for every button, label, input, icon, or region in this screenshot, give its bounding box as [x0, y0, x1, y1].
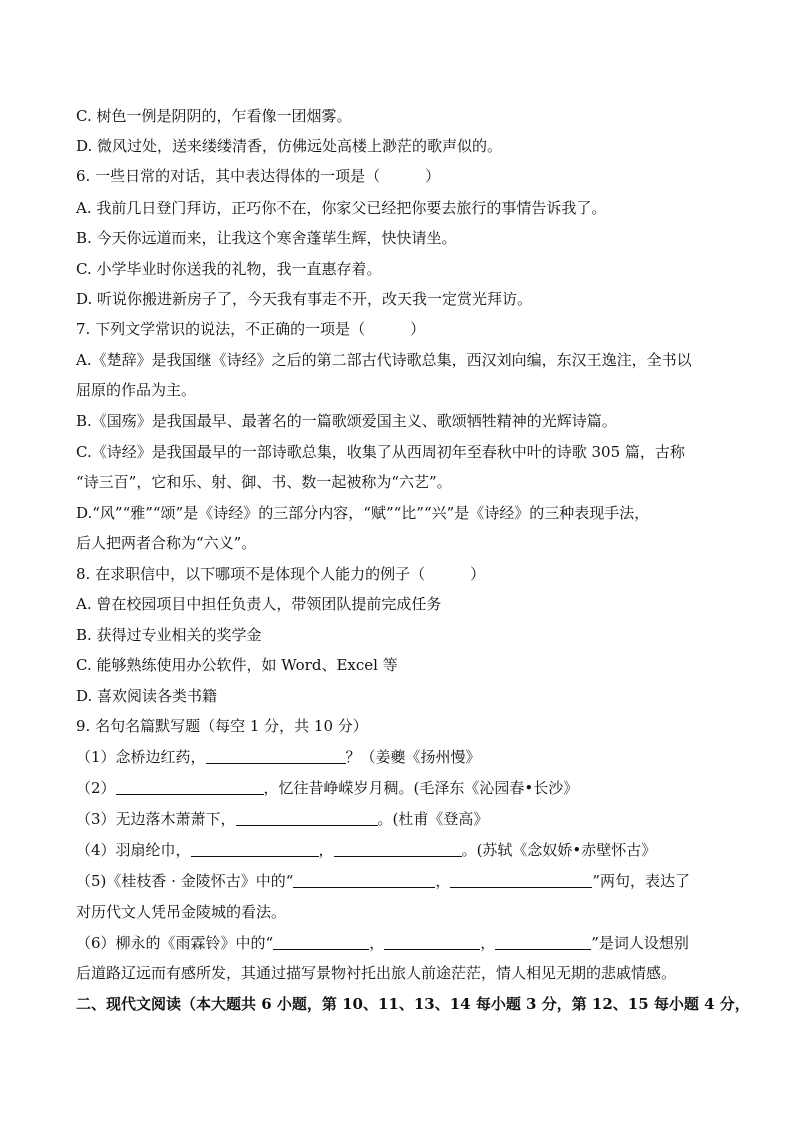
q9-item-1-suffix: ？（姜夔《扬州慢》	[345, 748, 481, 766]
section-2-heading: 二、现代文阅读（本大题共 6 小题，第 10、11、13、14 每小题 3 分，第 12、15 每小题 4 分，	[76, 995, 750, 1013]
q9-item-5-suffix: ”两句，表达了	[592, 872, 691, 890]
q8-option-b: B. 获得过专业相关的奖学金	[76, 626, 262, 644]
q9-item-5-separator: ，	[435, 872, 451, 890]
q9-item-4-prefix: （4）羽扇纶巾，	[76, 841, 191, 859]
q9-item-5-line2: 对历代文人凭吊金陵城的看法。	[76, 903, 287, 921]
q9-item-6-separator-1: ，	[369, 934, 385, 952]
q7-option-b: B.《国殇》是我国最早、最著名的一篇歌颂爱国主义、歌颂牺牲精神的光辉诗篇。	[76, 412, 617, 430]
q9-item-4-suffix: 。(苏轼《念奴娇•赤壁怀古》	[461, 841, 657, 859]
q9-item-6-line2: 后道路辽远而有感所发，其通过描写景物衬托出旅人前途茫茫，情人相见无期的悲戚情感。	[76, 964, 677, 982]
answer-blank[interactable]	[273, 935, 369, 950]
q6-option-b: B. 今天你远道而来，让我这个寒舍蓬荜生辉，快快请坐。	[76, 229, 457, 247]
q9-item-6-prefix: （6）柳永的《雨霖铃》中的“	[76, 934, 274, 952]
answer-blank[interactable]	[293, 873, 435, 888]
q9-item-5-prefix: （5)《桂枝香 · 金陵怀古》中的“	[76, 872, 294, 890]
q7-option-c-line2: “诗三百”，它和乐、射、御、书、数一起被称为“六艺”。	[76, 473, 452, 491]
answer-blank[interactable]	[450, 873, 592, 888]
answer-blank[interactable]	[206, 749, 346, 764]
q8-option-a: A. 曾在校园项目中担任负责人，带领团队提前完成任务	[76, 595, 442, 613]
q9-item-6-suffix: ”是词人设想别	[591, 934, 689, 952]
q7-option-d-line1: D.“风”“雅”“颂”是《诗经》的三部分内容，“赋”“比”“兴”是《诗经》的三种表现手法，	[76, 504, 650, 522]
answer-blank[interactable]	[191, 842, 319, 857]
answer-blank[interactable]	[384, 935, 480, 950]
q9-item-2-prefix: （2）	[76, 779, 116, 797]
q7-option-a-line2: 屈原的作品为主。	[76, 381, 197, 399]
q7-stem: 7. 下列文学常识的说法，不正确的一项是（ ）	[76, 320, 426, 338]
q9-item-3	[76, 809, 726, 829]
q9-item-3-prefix: （3）无边落木萧萧下，	[76, 810, 236, 828]
answer-blank[interactable]	[495, 935, 591, 950]
q9-item-2	[76, 778, 726, 798]
q9-item-4	[76, 840, 726, 860]
q9-stem: 9. 名句名篇默写题（每空 1 分，共 10 分）	[76, 717, 368, 735]
q9-item-6-separator-2: ，	[480, 934, 496, 952]
q7-option-c-line1: C.《诗经》是我国最早的一部诗歌总集，收集了从西周初年至春秋中叶的诗歌 305 篇，古称	[76, 443, 685, 461]
q8-stem: 8. 在求职信中，以下哪项不是体现个人能力的例子（ ）	[76, 565, 486, 583]
q9-item-1	[76, 747, 726, 767]
q7-option-a-line1: A.《楚辞》是我国继《诗经》之后的第二部古代诗歌总集，西汉刘向编，东汉王逸注，全书以	[76, 351, 692, 369]
q9-item-5	[76, 871, 726, 891]
q9-item-6	[76, 933, 726, 953]
q9-item-1-prefix: （1）念桥边红药，	[76, 748, 206, 766]
q9-item-3-suffix: 。(杜甫《登高》	[377, 810, 489, 828]
answer-blank[interactable]	[236, 811, 378, 826]
q5-option-d: D. 微风过处，送来缕缕清香，仿佛远处高楼上渺茫的歌声似的。	[76, 137, 503, 155]
answer-blank[interactable]	[334, 842, 462, 857]
answer-blank[interactable]	[116, 780, 264, 795]
q7-option-d-line2: 后人把两者合称为“六义”。	[76, 534, 257, 552]
q5-option-c: C. 树色一例是阴阴的，乍看像一团烟雾。	[76, 107, 352, 125]
q6-stem: 6. 一些日常的对话，其中表达得体的一项是（ ）	[76, 167, 441, 185]
q6-option-c: C. 小学毕业时你送我的礼物，我一直惠存着。	[76, 260, 382, 278]
q8-option-c: C. 能够熟练使用办公软件，如 Word、Excel 等	[76, 656, 398, 674]
q8-option-d: D. 喜欢阅读各类书籍	[76, 687, 218, 705]
q6-option-a: A. 我前几日登门拜访，正巧你不在，你家父已经把你要去旅行的事情告诉我了。	[76, 199, 607, 217]
q6-option-d: D. 听说你搬进新房子了，今天我有事走不开，改天我一定赏光拜访。	[76, 290, 533, 308]
q9-item-4-separator: ，	[318, 841, 334, 859]
q9-item-2-suffix: ，忆往昔峥嵘岁月稠。(毛泽东《沁园春•长沙》	[263, 779, 579, 797]
